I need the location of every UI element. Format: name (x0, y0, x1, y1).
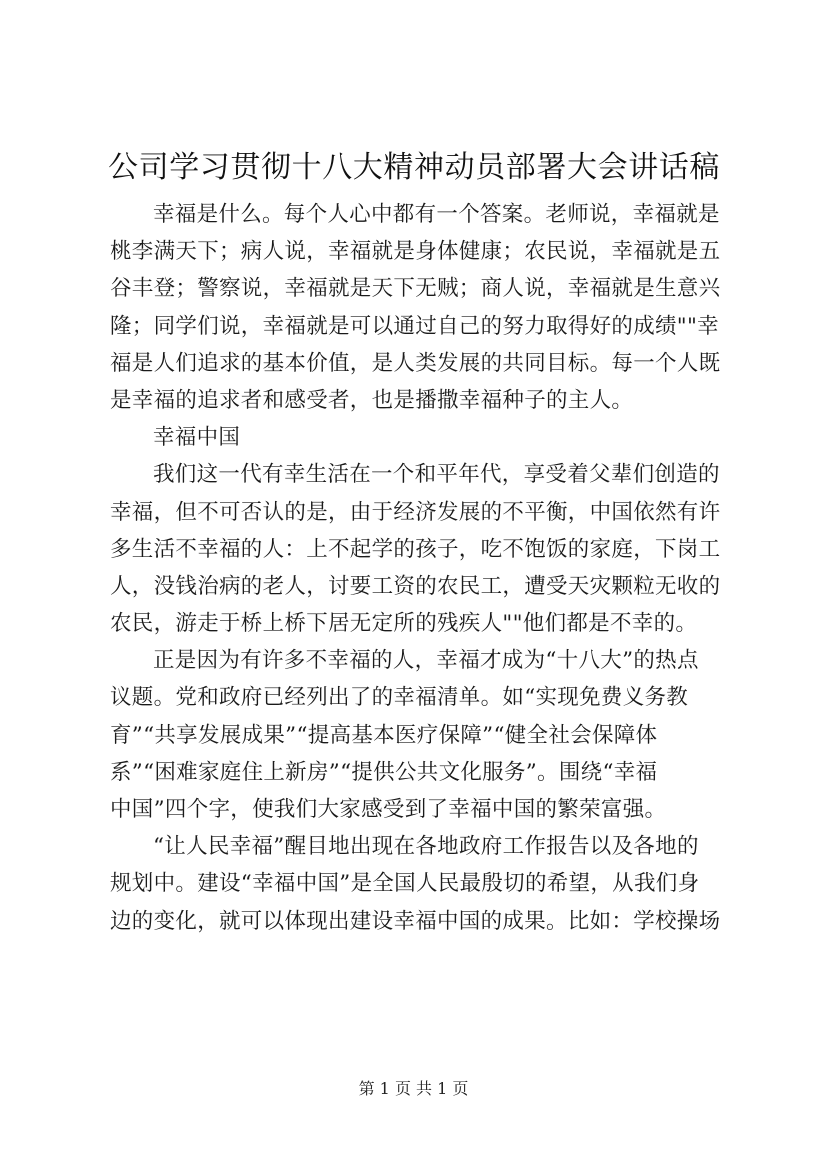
paragraph-line: 我们这一代有幸生活在一个和平年代，享受着父辈们创造的 (153, 462, 720, 488)
section-heading: 幸福中国 (153, 425, 241, 451)
paragraph-line: 幸福是什么。每个人心中都有一个答案。老师说，幸福就是 (153, 202, 720, 227)
paragraph-line: 育”“共享发展成果”“提高基本医疗保障”“健全社会保障体 (110, 722, 658, 748)
paragraph-line: 系”“困难家庭住上新房”“提供公共文化服务”。围绕“幸福 (110, 759, 658, 785)
paragraph-line: 边的变化，就可以体现出建设幸福中国的成果。比如：学校操场 (110, 908, 721, 934)
paragraph-line: 幸福，但不可否认的是，由于经济发展的不平衡，中国依然有许 (110, 499, 721, 525)
paragraph-line: 桃李满天下；病人说，幸福就是身体健康；农民说，幸福就是五 (110, 239, 721, 265)
paragraph-line: 议题。党和政府已经列出了的幸福清单。如“实现免费义务教 (110, 685, 689, 711)
paragraph-line: “让人民幸福”醒目地出现在各地政府工作报告以及各地的 (153, 834, 699, 860)
paragraph-line: 隆；同学们说，幸福就是可以通过自己的努力取得好的成绩""幸 (110, 313, 719, 339)
paragraph-line: 谷丰登；警察说，幸福就是天下无贼；商人说，幸福就是生意兴 (110, 276, 721, 302)
paragraph-line: 中国”四个字，使我们大家感受到了幸福中国的繁荣富强。 (110, 797, 667, 822)
paragraph-line: 正是因为有许多不幸福的人，幸福才成为“十八大”的热点 (153, 648, 699, 674)
document-title: 公司学习贯彻十八大精神动员部署大会讲话稿 (108, 150, 720, 185)
paragraph-line: 多生活不幸福的人：上不起学的孩子，吃不饱饭的家庭，下岗工 (110, 536, 721, 562)
page-number-footer: 第 1 页 共 1 页 (358, 1079, 469, 1098)
paragraph-line: 福是人们追求的基本价值，是人类发展的共同目标。每一个人既 (110, 350, 721, 376)
paragraph-line: 农民，游走于桥上桥下居无定所的残疾人""他们都是不幸的。 (110, 611, 698, 637)
paragraph-line: 是幸福的追求者和感受者，也是播撒幸福种子的主人。 (110, 387, 634, 413)
paragraph-line: 规划中。建设“幸福中国”是全国人民最殷切的希望，从我们身 (110, 871, 700, 897)
paragraph-line: 人，没钱治病的老人，讨要工资的农民工，遭受天灾颗粒无收的 (110, 573, 721, 599)
document-body (110, 196, 722, 940)
